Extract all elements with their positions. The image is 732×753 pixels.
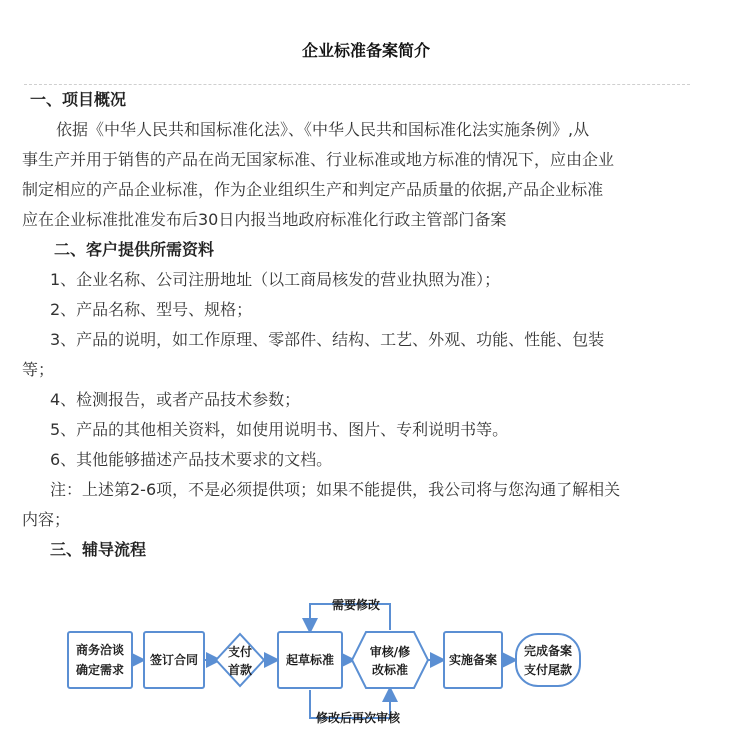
section3-heading: 三、辅导流程 bbox=[50, 540, 147, 559]
svg-text:确定需求: 确定需求 bbox=[75, 663, 125, 677]
list-item: 2、产品名称、型号、规格； bbox=[50, 300, 253, 319]
svg-text:商务洽谈: 商务洽谈 bbox=[75, 643, 125, 657]
flow-step-negotiate bbox=[68, 632, 132, 688]
list-item: 5、产品的其他相关资料，如使用说明书、图片、专利说明书等。 bbox=[50, 420, 509, 439]
process-flow-diagram bbox=[62, 590, 592, 730]
flow-step-review-revise bbox=[352, 632, 428, 688]
section1-body-line: 应在企业标准批准发布后30日内报当地政府标准化行政主管部门备案 bbox=[22, 210, 507, 229]
svg-text:签订合同: 签订合同 bbox=[149, 653, 199, 667]
svg-text:起草标准: 起草标准 bbox=[285, 653, 335, 667]
list-item: 4、检测报告，或者产品技术参数； bbox=[50, 390, 301, 409]
page-title: 企业标准备案简介 bbox=[301, 41, 430, 60]
loop-bottom-label: 修改后再次审核 bbox=[316, 711, 401, 725]
note-text-continuation: 内容； bbox=[22, 510, 71, 529]
svg-text:完成备案: 完成备案 bbox=[523, 644, 573, 658]
list-item-continuation: 等； bbox=[22, 360, 55, 379]
section2-heading: 二、客户提供所需资料 bbox=[54, 240, 215, 259]
section1-heading: 一、项目概况 bbox=[30, 90, 127, 109]
flow-step-pay-deposit bbox=[216, 634, 264, 686]
svg-text:首款: 首款 bbox=[227, 663, 253, 677]
svg-text:支付尾款: 支付尾款 bbox=[523, 663, 573, 677]
list-item: 1、企业名称、公司注册地址（以工商局核发的营业执照为准）； bbox=[50, 270, 501, 289]
list-item: 6、其他能够描述产品技术要求的文档。 bbox=[50, 450, 333, 469]
loop-top-label: 需要修改 bbox=[332, 598, 381, 612]
flow-step-sign-contract bbox=[144, 632, 204, 688]
svg-text:改标准: 改标准 bbox=[371, 663, 409, 677]
flow-step-complete-pay-balance bbox=[516, 634, 580, 686]
flow-step-draft-standard bbox=[278, 632, 342, 688]
note-text: 注：上述第2-6项，不是必须提供项；如果不能提供，我公司将与您沟通了解相关 bbox=[50, 480, 621, 499]
section1-body-line: 依据《中华人民共和国标准化法》、《中华人民共和国标准化法实施条例》,从 bbox=[56, 120, 590, 139]
flow-step-filing bbox=[444, 632, 502, 688]
section1-body-line: 制定相应的产品企业标准，作为企业组织生产和判定产品质量的依据,产品企业标准 bbox=[22, 180, 604, 199]
section1-body-line: 事生产并用于销售的产品在尚无国家标准、行业标准或地方标准的情况下，应由企业 bbox=[22, 150, 615, 169]
svg-text:实施备案: 实施备案 bbox=[448, 653, 498, 667]
svg-text:审核/修: 审核/修 bbox=[369, 645, 411, 659]
list-item: 3、产品的说明，如工作原理、零部件、结构、工艺、外观、功能、性能、包装 bbox=[50, 330, 605, 349]
svg-text:支付: 支付 bbox=[227, 645, 253, 659]
